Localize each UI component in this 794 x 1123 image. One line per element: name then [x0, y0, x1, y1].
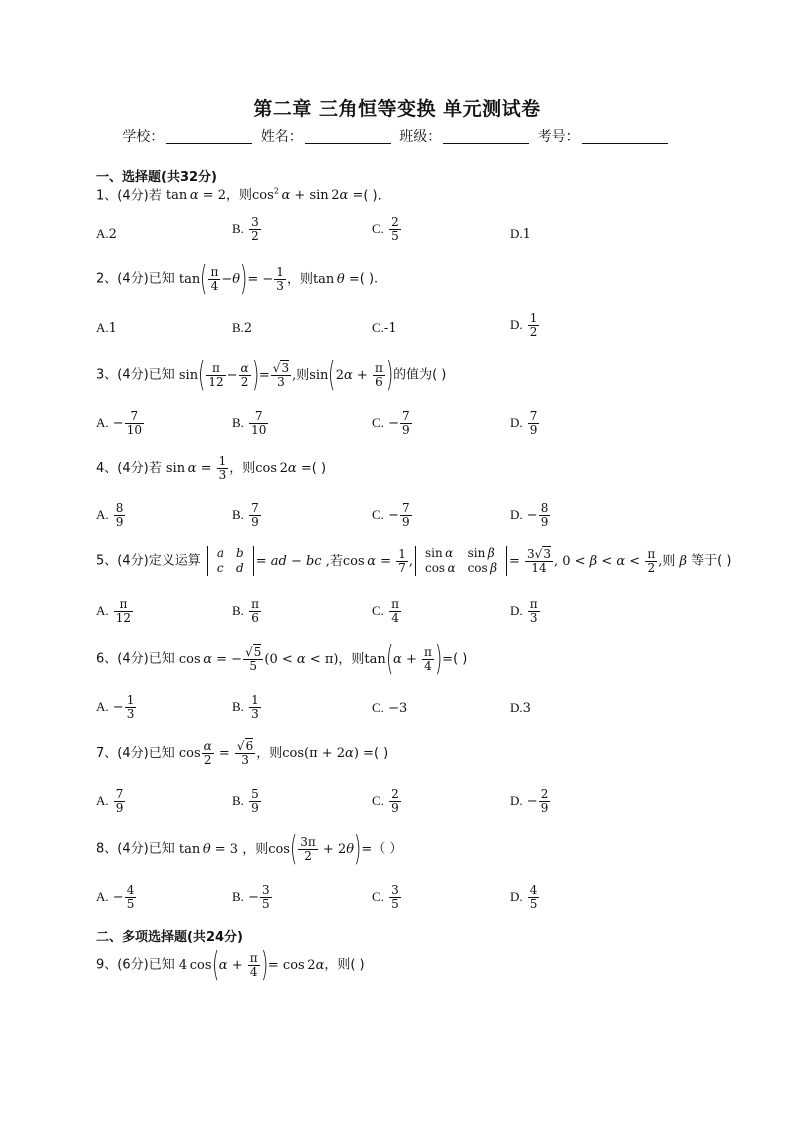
option-8-b[interactable]: B. − $\frac{3}{5}$ [232, 883, 270, 911]
name-blank[interactable] [305, 129, 391, 144]
option-4-c[interactable]: C. − $\frac{7}{9}$ [372, 501, 410, 529]
formula: tan θ = 3 ，则cos( $\frac{3\pi}{2}$ + 2θ)= [178, 829, 373, 869]
formula: sin( $\frac{\pi}{12}$ − $\frac{\alpha}{2}$ )= $\frac{√3}{3}$ ,则sin(2α + $\frac{\pi}{6}$ ) [178, 355, 394, 395]
student-info-line [0, 126, 794, 146]
option-4-a[interactable]: A. $\frac{8}{9}$ [96, 501, 124, 529]
formula: cos $\frac{\alpha}{2}$ = $\frac{√6}{3}$ ，则cos(π + 2α) = [178, 739, 374, 767]
option-2-b[interactable]: B.2 [232, 320, 253, 336]
option-1-c[interactable]: C. $\frac{2}{5}$ [372, 215, 399, 243]
option-3-b[interactable]: B. $\frac{7}{10}$ [232, 409, 267, 437]
question-6: 6、(4分)已知 cos α = − $\frac{√5}{5}$ (0 < α < π)，则tan(α + $\frac{\pi}{4}$ )=( ) [96, 639, 468, 679]
option-6-b[interactable]: B. $\frac{1}{3}$ [232, 693, 259, 721]
question-5: 5、(4分)定义运算 a b c d = ad − bc ,若cos α = $\frac{1}{7}$ ,sin α sin β cos α cos β = $\frac{3√3}{14}$ , 0 < β < α < $\frac{\pi}{2}$ ,则 β 等于( ) [96, 546, 732, 575]
question-8: 8、(4分)已知 tan θ = 3 ，则cos( $\frac{3\pi}{2}$ + 2θ)=（ ） [96, 829, 403, 869]
question-2: 2、(4分)已知 tan( $\frac{\pi}{4}$ −θ)= − $\frac{1}{3}$ ，则tan θ =( ). [96, 259, 379, 299]
option-2-d[interactable]: D. $\frac{1}{2}$ [510, 311, 538, 339]
option-7-a[interactable]: A. $\frac{7}{9}$ [96, 787, 124, 815]
option-1-d[interactable]: D.1 [510, 226, 531, 242]
option-3-a[interactable]: A. − $\frac{7}{10}$ [96, 409, 142, 437]
question-7: 7、(4分)已知 cos $\frac{\alpha}{2}$ = $\frac{√6}{3}$ ，则cos(π + 2α) =( ) [96, 739, 389, 767]
name-label: 姓名： [260, 129, 303, 145]
option-7-c[interactable]: C. $\frac{2}{9}$ [372, 787, 399, 815]
formula: cos α = − $\frac{√5}{5}$ (0 < α < π)，则tan(α + $\frac{\pi}{4}$ )= [178, 639, 454, 679]
option-5-b[interactable]: B. $\frac{\pi}{6}$ [232, 597, 259, 625]
school-blank[interactable] [166, 129, 252, 144]
option-6-c[interactable]: C. −3 [372, 700, 408, 716]
option-7-b[interactable]: B. $\frac{5}{9}$ [232, 787, 259, 815]
option-8-d[interactable]: D. $\frac{4}{5}$ [510, 883, 538, 911]
option-8-a[interactable]: A. − $\frac{4}{5}$ [96, 883, 135, 911]
option-6-d[interactable]: D.3 [510, 700, 531, 716]
option-5-d[interactable]: D. $\frac{\pi}{3}$ [510, 597, 538, 625]
question-9: 9、(6分)已知 4 cos(α + $\frac{\pi}{4}$ )= cos 2α，则( ) [96, 945, 365, 985]
number-label: 考号： [537, 129, 580, 145]
formula: sin α = $\frac{1}{3}$ ，则cos 2α = [165, 454, 312, 482]
class-label: 班级： [399, 129, 442, 145]
option-8-c[interactable]: C. $\frac{3}{5}$ [372, 883, 399, 911]
option-1-b[interactable]: B. $\frac{3}{2}$ [232, 215, 259, 243]
formula: 4 cos(α + $\frac{\pi}{4}$ )= cos 2α [178, 945, 325, 985]
formula: tan α = 2，则$\cos^2 \alpha + \sin 2\alpha$ = [165, 187, 364, 204]
section-heading-single-choice: 一、选择题(共32分) [96, 170, 217, 185]
class-blank[interactable] [443, 129, 529, 144]
question-4: 4、(4分)若 sin α = $\frac{1}{3}$ ，则cos 2α =( ) [96, 454, 327, 482]
question-1: 1、(4分)若 tan α = 2，则$\cos^2 \alpha + \sin 2\alpha$ =( ). [96, 187, 382, 204]
option-4-d[interactable]: D. − $\frac{8}{9}$ [510, 501, 549, 529]
option-1-a[interactable]: A.2 [96, 226, 117, 242]
option-4-b[interactable]: B. $\frac{7}{9}$ [232, 501, 259, 529]
option-6-a[interactable]: A. − $\frac{1}{3}$ [96, 693, 135, 721]
section-heading-multi-choice: 二、多项选择题(共24分) [96, 930, 243, 945]
option-2-c[interactable]: C.-1 [372, 320, 397, 336]
option-5-a[interactable]: A. $\frac{\pi}{12}$ [96, 597, 132, 625]
option-3-c[interactable]: C. − $\frac{7}{9}$ [372, 409, 410, 437]
formula: a b c d = ad − bc ,若cos α = $\frac{1}{7}$ ,sin α sin β cos α cos β = $\frac{3√3}{14}$ , 0 < β < α < $\frac{\pi}{2}$ ,则 β [205, 554, 691, 569]
option-2-a[interactable]: A.1 [96, 320, 117, 336]
formula: tan( $\frac{\pi}{4}$ −θ)= − $\frac{1}{3}$ ，则tan θ = [178, 259, 360, 299]
page-title: 第二章 三角恒等变换 单元测试卷 [253, 98, 541, 120]
option-5-c[interactable]: C. $\frac{\pi}{4}$ [372, 597, 399, 625]
option-7-d[interactable]: D. − $\frac{2}{9}$ [510, 787, 549, 815]
question-3: 3、(4分)已知 sin( $\frac{\pi}{12}$ − $\frac{\alpha}{2}$ )= $\frac{√3}{3}$ ,则sin(2α + $\frac{\pi}{6}$ )的值为( ) [96, 355, 447, 395]
number-blank[interactable] [582, 129, 668, 144]
option-3-d[interactable]: D. $\frac{7}{9}$ [510, 409, 538, 437]
school-label: 学校： [122, 129, 165, 145]
